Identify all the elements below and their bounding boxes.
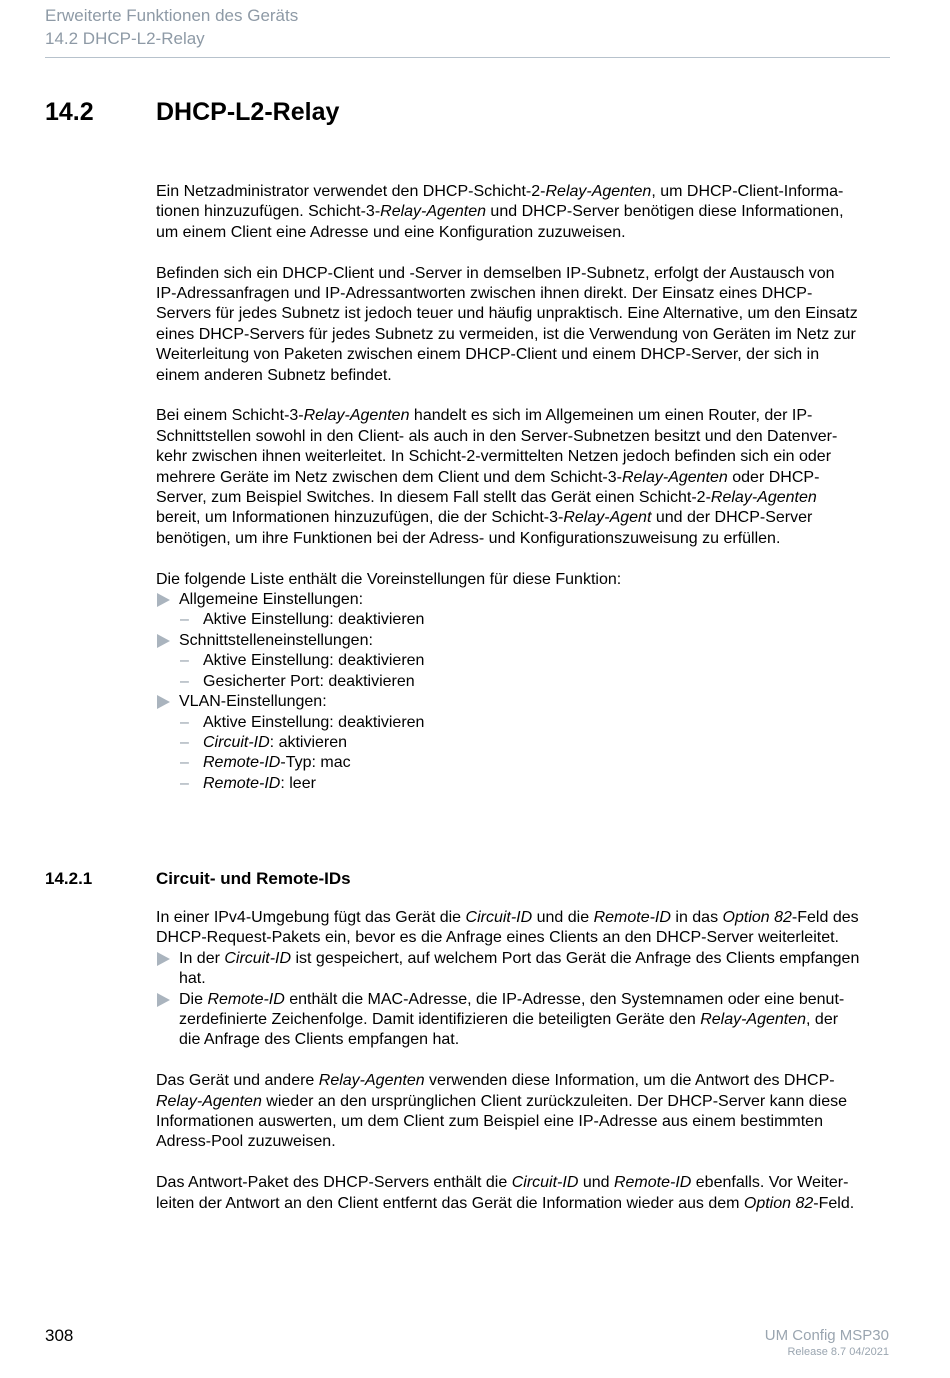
footer-document: UM Config MSP30 [764, 1327, 889, 1344]
text-run: enthält die MAC-Adresse, die IP-Adresse, den Systemnamen oder eine benut- [284, 990, 845, 1008]
section-body [156, 182, 896, 794]
paragraph-list-intro [156, 570, 896, 590]
emphasis-text: Option 82 [743, 1194, 814, 1212]
text-run: IP-Adressanfragen und IP-Adressantworten zwischen ihnen direkt. Der Einsatz eines DHCP- [156, 285, 813, 303]
sub-list-item [156, 733, 896, 753]
text-run: wieder an den ursprünglichen Client zurückzuleiten. Der DHCP-Server kann diese [261, 1092, 848, 1110]
text-run: , der [806, 1011, 839, 1029]
text-run: eines DHCP-Servers für jedes Subnetz zu vermeiden, ist die Verwendung von Geräten im Netz zur [156, 325, 856, 343]
emphasis-text: Relay-Agenten [380, 203, 486, 221]
emphasis-text: Circuit-ID [511, 1174, 579, 1192]
emphasis-text: Relay-Agenten [621, 468, 728, 486]
text-run: Allgemeine Einstellungen: [179, 591, 364, 609]
subsection-title: Circuit- und Remote-IDs [156, 869, 351, 888]
paragraph-option82 [156, 908, 896, 949]
text-run: Die [179, 990, 208, 1008]
text-run: einem anderen Subnetz befindet. [156, 366, 392, 384]
text-run: tionen hinzuzufügen. Schicht-3- [156, 203, 381, 221]
text-run: zerdefinierte Zeichenfolge. Damit identifizieren die beteiligten Geräte den [179, 1011, 701, 1029]
text-run: verwenden diese Information, um die Antwort des DHCP- [424, 1072, 835, 1090]
text-run: -Feld des [791, 909, 859, 926]
running-header [45, 4, 298, 50]
text-run: und die [532, 909, 594, 926]
section-title: DHCP-L2-Relay [156, 98, 340, 126]
text-run: ebenfalls. Vor Weiter- [691, 1174, 849, 1192]
text-run: bereit, um Informationen hinzuzufügen, die der Schicht-3- [156, 509, 564, 527]
text-run: In der [179, 949, 225, 967]
text-run: ist gespeichert, auf welchem Port das Gerät die Anfrage des Clients empfangen [291, 949, 860, 967]
emphasis-text: Remote-ID [593, 909, 671, 926]
sub-list-item [156, 672, 896, 692]
text-run: : aktivieren [269, 733, 348, 751]
sub-list-item [156, 753, 896, 773]
paragraph-intro [156, 182, 896, 243]
text-run: Das Gerät und andere [156, 1072, 319, 1090]
text-run: Schnittstelleneinstellungen: [179, 631, 373, 649]
text-run: und DHCP-Server benötigen diese Informationen, [485, 203, 844, 221]
text-run: in das [670, 909, 723, 926]
paragraph-relay-response [156, 1071, 896, 1153]
text-run: Informationen auswerten, um dem Client zum Beispiel eine IP-Adresse aus einem bestimmten [156, 1113, 823, 1131]
list-item [156, 692, 896, 712]
header-section: 14.2 DHCP-L2-Relay [45, 29, 205, 48]
text-run: VLAN-Einstellungen: [179, 693, 327, 711]
text-run: um einem Client eine Adresse und eine Konfiguration zuzuweisen. [156, 223, 626, 241]
list-item [156, 949, 896, 990]
text-run: , um DHCP-Client-Informa- [651, 183, 844, 200]
text-run: und der DHCP-Server [651, 509, 813, 527]
text-run: kehr zwischen ihnen weiterleitet. In Schicht-2-vermittelten Netzen jedoch befinden sich ein oder [156, 448, 832, 466]
text-run: Adress-Pool zuzuweisen. [156, 1133, 336, 1151]
emphasis-text: Circuit-ID [224, 949, 292, 967]
text-run: leiten der Antwort an den Client entfernt das Gerät die Information wieder aus dem [156, 1194, 744, 1212]
text-run: Bei einem Schicht-3- [156, 407, 304, 425]
text-run: und [578, 1174, 614, 1192]
emphasis-text: Relay-Agenten [303, 407, 410, 425]
paragraph-subnet [156, 264, 896, 386]
emphasis-text: Remote-ID [203, 754, 281, 772]
text-run: Aktive Einstellung: deaktivieren [203, 652, 425, 670]
defaults-list [156, 590, 896, 794]
emphasis-text: Relay-Agent [563, 509, 652, 527]
text-run: die Anfrage des Clients empfangen hat. [179, 1031, 460, 1049]
subsection-number: 14.2.1 [45, 869, 93, 888]
emphasis-text: Relay-Agenten [545, 183, 652, 200]
text-run: oder DHCP- [727, 468, 820, 486]
text-run: -Typ: mac [280, 754, 351, 772]
text-run: hat. [179, 970, 206, 988]
text-run: Weiterleitung von Paketen zwischen einem DHCP-Client und einem DHCP-Server, der sich in [156, 346, 820, 364]
text-run: Servers für jedes Subnetz ist jedoch teuer und häufig unpraktisch. Eine Alternative, um den Einsatz [156, 305, 858, 323]
page-number: 308 [45, 1326, 74, 1345]
emphasis-text: Circuit-ID [465, 909, 533, 926]
sub-list-item [156, 610, 896, 630]
header-rule [45, 57, 890, 58]
text-run: Aktive Einstellung: deaktivieren [203, 713, 425, 731]
text-run: Server, zum Beispiel Switches. In diesem Fall stellt das Gerät einen Schicht-2- [156, 489, 711, 507]
text-run: In einer IPv4-Umgebung fügt das Gerät die [156, 909, 466, 926]
text-run: Schnittstellen sowohl in den Client- als auch in den Server-Subnetzen besitzt und den Datenver- [156, 427, 838, 445]
sub-list-item [156, 774, 896, 794]
emphasis-text: Remote-ID [207, 990, 285, 1008]
text-run: benötigen, um ihre Funktionen bei der Adress- und Konfigurationszuweisung zu erfüllen. [156, 529, 781, 547]
emphasis-text: Relay-Agenten [156, 1092, 262, 1110]
text-run: handelt es sich im Allgemeinen um einen Router, der IP- [409, 407, 813, 425]
text-run: -Feld. [813, 1194, 855, 1212]
text-run: Aktive Einstellung: deaktivieren [203, 611, 425, 629]
section-number: 14.2 [45, 98, 94, 126]
footer-info [765, 1327, 889, 1360]
id-list [156, 949, 896, 1051]
subsection-body [156, 908, 896, 1214]
text-run: Ein Netzadministrator verwendet den DHCP-Schicht-2- [156, 183, 546, 200]
paragraph-response-packet [156, 1173, 896, 1214]
emphasis-text: Relay-Agenten [700, 1011, 807, 1029]
sub-list-item [156, 651, 896, 671]
list-item [156, 631, 896, 651]
paragraph-layer3-agent [156, 406, 896, 549]
text-run: DHCP-Request-Pakets ein, bevor es die Anfrage eines Clients an den DHCP-Server weiterleitet. [156, 929, 839, 947]
text-run: : leer [280, 774, 316, 792]
text-run: Die folgende Liste enthält die Voreinstellungen für diese Funktion: [156, 570, 622, 588]
emphasis-text: Circuit-ID [203, 733, 270, 751]
text-run: Gesicherter Port: deaktivieren [203, 672, 415, 690]
footer-release: Release 8.7 04/2021 [787, 1346, 889, 1358]
text-run: Das Antwort-Paket des DHCP-Servers enthält die [156, 1174, 512, 1192]
emphasis-text: Remote-ID [203, 774, 281, 792]
text-run: mehrere Geräte im Netz zwischen dem Client und dem Schicht-3- [156, 468, 622, 486]
list-item [156, 990, 896, 1051]
emphasis-text: Relay-Agenten [318, 1072, 425, 1090]
sub-list-item [156, 713, 896, 733]
emphasis-text: Option 82 [722, 909, 792, 926]
list-item [156, 590, 896, 610]
emphasis-text: Remote-ID [613, 1174, 692, 1192]
header-chapter: Erweiterte Funktionen des Geräts [45, 6, 299, 25]
emphasis-text: Relay-Agenten [710, 489, 817, 507]
text-run: Befinden sich ein DHCP-Client und -Server in demselben IP-Subnetz, erfolgt der Austausch von [156, 264, 835, 282]
